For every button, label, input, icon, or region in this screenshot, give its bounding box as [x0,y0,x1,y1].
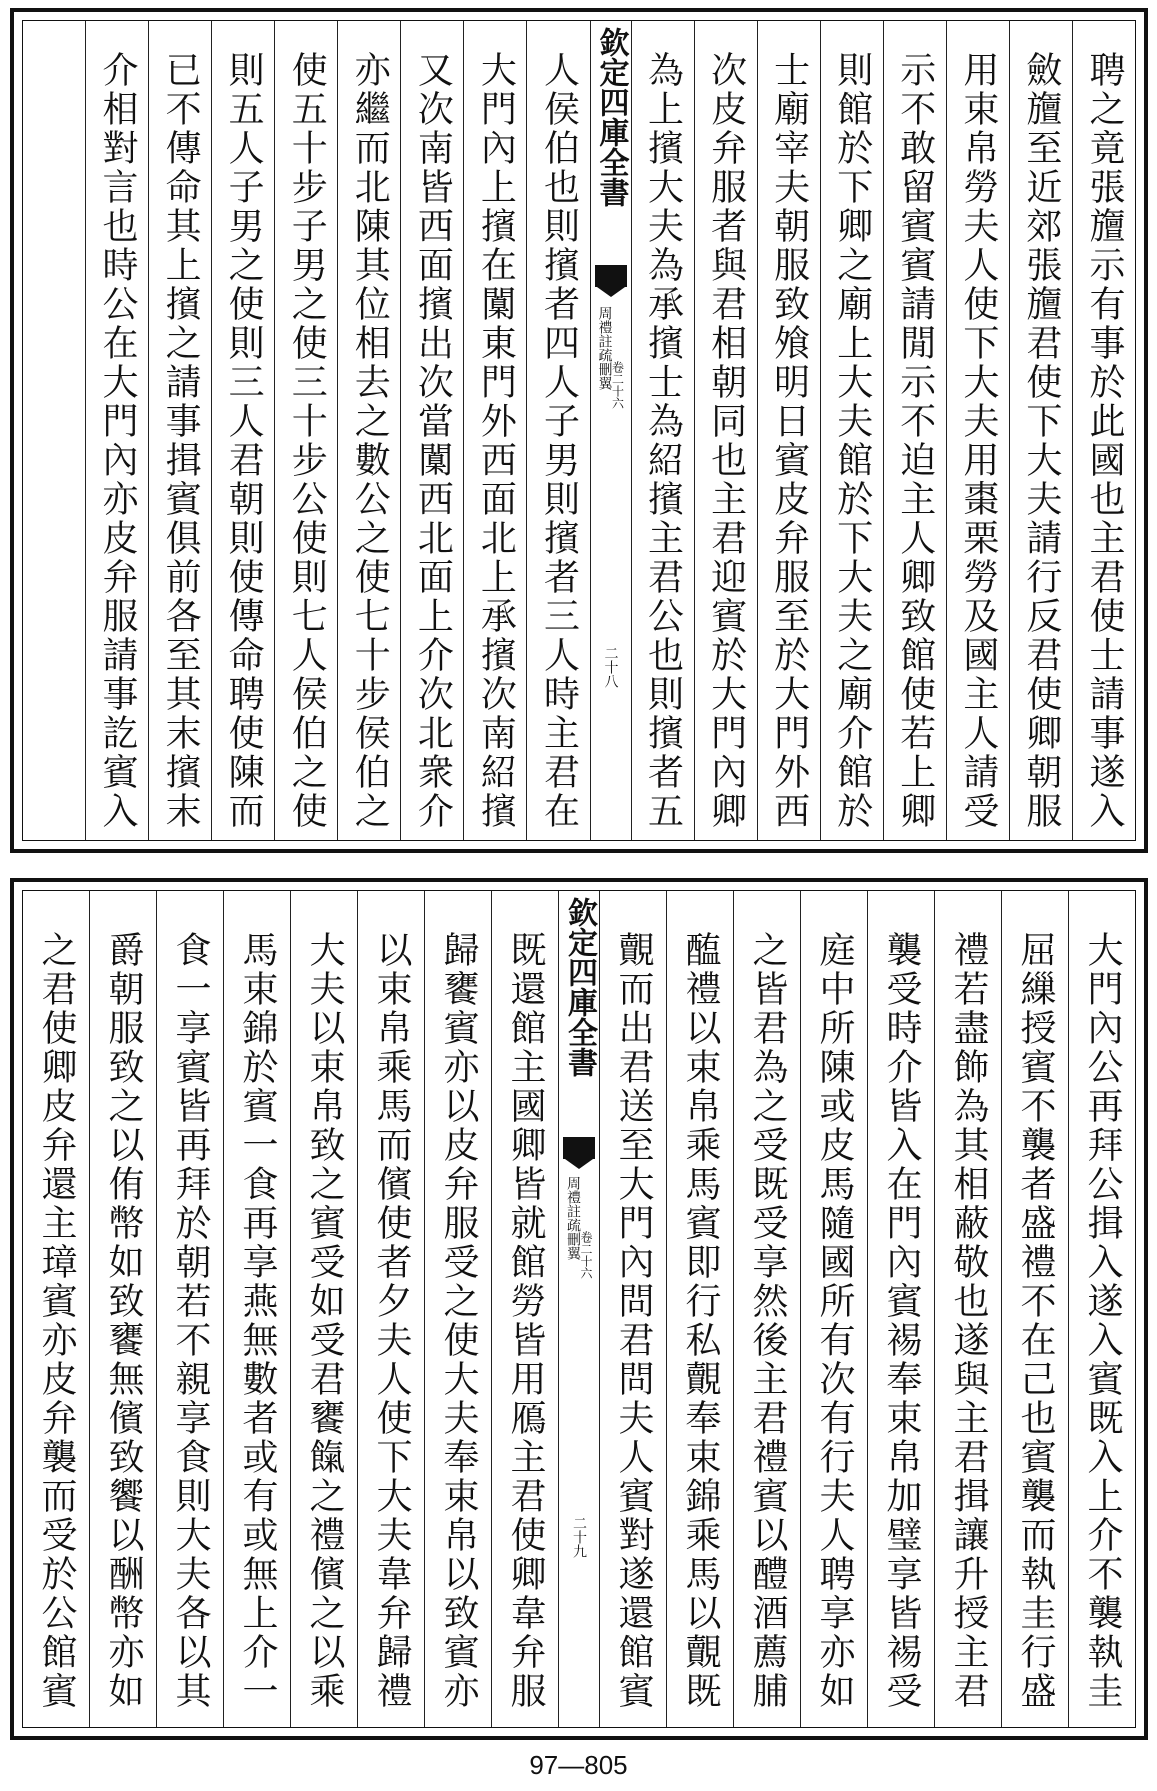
column-text: 爵朝服致之以侑幣如致饔無儐致饗以酬幣亦如 [103,931,144,1711]
spine-volume: 卷二十六 [610,361,625,409]
fish-tail-mark [563,1137,595,1159]
text-column [491,891,558,1727]
text-column [337,21,400,840]
bottom-page-frame [22,890,1136,1728]
text-column [694,21,757,840]
column-text: 庭中所陳或皮馬隨國所有次有行夫人聘享亦如 [814,931,855,1711]
column-text: 襲受時介皆入在門內賓裼奉束帛加璧享皆裼受 [881,931,922,1711]
column-text: 之皆君為之受既受享然後主君禮賓以醴酒薦脯 [747,931,788,1711]
text-column [820,21,883,840]
text-column [290,891,357,1727]
top-page-frame [22,20,1136,841]
text-column [424,891,491,1727]
text-column [599,891,666,1727]
column-text: 又次南皆西面擯出次當闑西北面上介次北衆介 [412,51,454,831]
column-text: 既還館主國卿皆就館勞皆用鴈主君使卿韋弁服 [505,931,546,1711]
column-text: 歸饔賓亦以皮弁服受之使大夫奉束帛以致賓亦 [438,931,479,1711]
spine-book-title: 周禮註疏刪翼 [596,306,613,390]
text-column [946,21,1009,840]
text-column [463,21,526,840]
column-text: 士廟宰夫朝服致飧明日賓皮弁服至於大門外西 [768,51,810,831]
column-text: 大門內公再拜公揖入遂入賓既入上介不襲執圭 [1082,931,1123,1711]
column-text: 大夫以束帛致之賓受如受君饔餼之禮儐之以乘 [304,931,345,1711]
text-column [733,891,800,1727]
text-column [800,891,867,1727]
column-text: 使五十步子男之使三十步公使則七人侯伯之使 [286,51,328,831]
text-column [526,21,589,840]
text-column [23,891,89,1727]
column-text: 食一享賓皆再拜於朝若不親享食則大夫各以其 [170,931,211,1711]
text-column [631,21,694,840]
column-text: 之君使卿皮弁還主璋賓亦皮弁襲而受於公館賓 [36,931,77,1711]
empty-column [23,21,85,840]
text-column [1068,891,1135,1727]
text-column [1009,21,1072,840]
column-text: 醢禮以束帛乘馬賓即行私覿奉束錦乘馬以覿既 [680,931,721,1711]
column-text: 次皮弁服者與君相朝同也主君迎賓於大門內卿 [705,51,747,831]
spine-page-number: 二十八 [602,646,619,688]
column-text: 已不傳命其上擯之請事揖賓俱前各至其末擯末 [160,51,202,831]
text-column [1072,21,1135,840]
text-column [211,21,274,840]
column-text: 人侯伯也則擯者四人子男則擯者三人時主君在 [538,51,580,831]
text-column [357,891,424,1727]
bottom-page [10,878,1148,1740]
fish-tail-mark [595,265,627,287]
text-column [666,891,733,1727]
text-column [223,891,290,1727]
text-column [89,891,156,1727]
column-text: 馬束錦於賓一食再享燕無數者或有或無上介一 [237,931,278,1711]
spine-title: 欽定四庫全書 [593,27,629,207]
text-column [148,21,211,840]
spine-title: 欽定四庫全書 [562,897,597,1077]
column-text: 則館於下卿之廟上大夫館於下大夫之廟介館於 [831,51,873,831]
column-text: 用束帛勞夫人使下大夫用棗栗勞及國主人請受 [957,51,999,831]
text-column [934,891,1001,1727]
column-text: 示不敢留賓賓請閒示不迫主人卿致館使若上卿 [894,51,936,831]
column-text: 以束帛乘馬而儐使者夕夫人使下大夫韋弁歸禮 [371,931,412,1711]
top-page [10,8,1148,853]
text-column [400,21,463,840]
text-column [85,21,148,840]
text-column [156,891,223,1727]
spine-center [558,891,599,1727]
text-column [1001,891,1068,1727]
text-column [757,21,820,840]
text-column [274,21,337,840]
column-text: 屈繅授賓不襲者盛禮不在己也賓襲而執圭行盛 [1015,931,1056,1711]
column-text: 亦繼而北陳其位相去之數公之使七十步侯伯之 [349,51,391,831]
column-text: 介相對言也時公在大門內亦皮弁服請事訖賓入 [97,51,139,831]
text-column [867,891,934,1727]
column-text: 則五人子男之使則三人君朝則使傳命聘使陳而 [223,51,265,831]
page-footer-number: 97—805 [529,1750,628,1780]
column-text: 為上擯大夫為承擯士為紹擯主君公也則擯者五 [642,51,684,831]
column-text: 大門內上擯在闑東門外西面北上承擯次南紹擯 [475,51,517,831]
column-text: 禮若盡飾為其相蔽敬也遂與主君揖讓升授主君 [948,931,989,1711]
spine-volume: 卷二十六 [579,1231,593,1279]
spine-center [590,21,631,840]
spine-book-title: 周禮註疏刪翼 [565,1176,581,1260]
column-text: 斂旜至近郊張旜君使下大夫請行反君使卿朝服 [1020,51,1062,831]
text-column [883,21,946,840]
column-text: 覿而出君送至大門內問君問夫人賓對遂還館賓 [613,931,654,1711]
column-text: 聘之竟張旜示有事於此國也主君使士請事遂入 [1083,51,1125,831]
spine-page-number: 二十九 [571,1516,587,1558]
